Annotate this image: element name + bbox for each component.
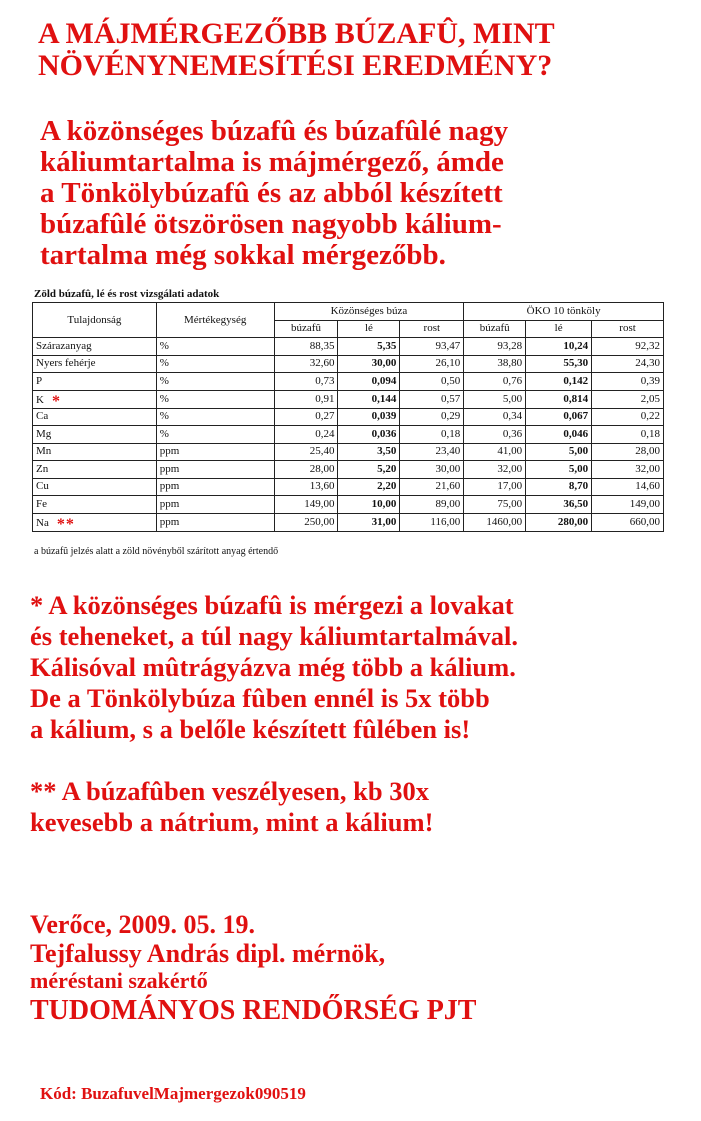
table-cell: 0,18 [592,426,664,444]
table-cell: 660,00 [592,513,664,531]
row-unit: % [156,408,274,426]
col-header-unit: Mértékegység [156,303,274,338]
group-header-oko: ÖKO 10 tönköly [464,303,664,321]
table-cell: 17,00 [464,478,526,496]
table-row [33,513,664,531]
table-cell: 0,27 [274,408,338,426]
table-cell: 0,57 [400,390,464,408]
table-row [33,390,664,408]
row-unit: % [156,338,274,356]
table-row [33,426,664,444]
table-cell: 0,144 [338,390,400,408]
page-title [38,18,688,82]
table-cell: 1460,00 [464,513,526,531]
table-cell: 0,142 [526,373,592,391]
table-cell: 0,814 [526,390,592,408]
lead-line: tartalma még sokkal mérgezőbb. [40,239,446,271]
table-row [33,443,664,461]
lead-line: A közönséges búzafû és búzafûlé nagy [40,115,509,147]
row-property [33,443,157,461]
sub-header: rost [400,320,464,338]
table-cell: 55,30 [526,355,592,373]
table-cell: 41,00 [464,443,526,461]
row-unit: % [156,426,274,444]
table-cell: 93,28 [464,338,526,356]
table-row [33,461,664,479]
table-cell: 0,046 [526,426,592,444]
table-cell: 36,50 [526,496,592,514]
sub-header: lé [526,320,592,338]
group-header-common: Közönséges búza [274,303,464,321]
table-cell: 14,60 [592,478,664,496]
table-cell: 3,50 [338,443,400,461]
table-cell: 0,067 [526,408,592,426]
row-unit: ppm [156,461,274,479]
row-property [33,461,157,479]
row-property-label: Mg [36,427,52,440]
footnote-marker: ** [56,515,75,533]
note-line: a kálium, s a belőle készített fûlében is! [30,714,471,744]
note-line: kevesebb a nátrium, mint a kálium! [30,807,434,837]
table-cell: 5,00 [526,461,592,479]
table-cell: 25,40 [274,443,338,461]
table-cell: 75,00 [464,496,526,514]
table-cell: 0,91 [274,390,338,408]
table-cell: 149,00 [274,496,338,514]
table-cell: 0,76 [464,373,526,391]
row-property-label: Ca [36,410,49,423]
table-cell: 28,00 [274,461,338,479]
table-cell: 10,24 [526,338,592,356]
table-cell: 30,00 [400,461,464,479]
table-row [33,355,664,373]
row-unit: % [156,373,274,391]
table-cell: 0,039 [338,408,400,426]
row-unit: ppm [156,513,274,531]
row-property-label: Zn [36,462,49,475]
table-cell: 0,18 [400,426,464,444]
table-caption: Zöld búzafû, lé és rost vizsgálati adatok [34,288,220,300]
note-sodium [30,776,700,838]
table-cell: 280,00 [526,513,592,531]
table-cell: 0,22 [592,408,664,426]
table-cell: 2,05 [592,390,664,408]
table-cell: 0,36 [464,426,526,444]
row-property-label: P [36,374,43,387]
row-unit: ppm [156,443,274,461]
note-line: * A közönséges búzafû is mérgezi a lovakat [30,590,514,620]
row-property-label: K [36,393,44,406]
table-cell: 92,32 [592,338,664,356]
lead-line: káliumtartalma is májmérgező, ámde [40,146,504,178]
author-name: Tejfalussy András dipl. mérnök, [30,939,386,968]
row-property [33,355,157,373]
col-header-property: Tulajdonság [33,303,157,338]
table-row [33,373,664,391]
table-cell: 5,00 [464,390,526,408]
lead-line: búzafûlé ötszörösen nagyobb kálium- [40,208,502,240]
note-line: ** A búzafûben veszélyesen, kb 30x [30,776,430,806]
table-cell: 0,39 [592,373,664,391]
row-property [33,496,157,514]
document-code: Kód: BuzafuvelMajmergezok090519 [40,1084,306,1103]
row-property [33,390,157,408]
table-row [33,496,664,514]
table-cell: 0,50 [400,373,464,391]
row-property-label: Nyers fehérje [36,357,96,370]
place-date: Verőce, 2009. 05. 19. [30,910,256,939]
title-line: NÖVÉNYNEMESÍTÉSI EREDMÉNY? [38,49,553,82]
row-unit: ppm [156,496,274,514]
table-cell: 10,00 [338,496,400,514]
table-cell: 32,00 [592,461,664,479]
table-cell: 2,20 [338,478,400,496]
lead-line: a Tönkölybúzafû és az abból készített [40,177,503,209]
table-cell: 31,00 [338,513,400,531]
row-property-label: Szárazanyag [36,339,92,352]
row-property [33,478,157,496]
row-property [33,426,157,444]
row-unit: % [156,390,274,408]
table-cell: 5,35 [338,338,400,356]
sub-header: búzafû [464,320,526,338]
row-property [33,513,157,531]
row-unit: % [156,355,274,373]
row-property-label: Mn [36,445,52,458]
sub-header: rost [592,320,664,338]
row-property-label: Cu [36,480,49,493]
footnote-marker: * [51,392,61,410]
table-cell: 28,00 [592,443,664,461]
note-line: Kálisóval mûtrágyázva még több a kálium. [30,652,516,682]
sub-header: lé [338,320,400,338]
title-line: A MÁJMÉRGEZŐBB BÚZAFÛ, MINT [38,17,555,50]
table-cell: 26,10 [400,355,464,373]
table-row [33,478,664,496]
table-cell: 0,036 [338,426,400,444]
table-cell: 24,30 [592,355,664,373]
table-cell: 8,70 [526,478,592,496]
table-row [33,408,664,426]
table-cell: 38,80 [464,355,526,373]
signature-block [30,910,690,1028]
author-role: méréstani szakértő [30,968,208,993]
note-potassium [30,590,700,745]
table-cell: 30,00 [338,355,400,373]
sub-header: búzafû [274,320,338,338]
row-property [33,338,157,356]
row-property [33,408,157,426]
row-property-label: Fe [36,497,47,510]
note-line: és teheneket, a túl nagy káliumtartalmával. [30,621,519,651]
organization: TUDOMÁNYOS RENDŐRSÉG PJT [30,995,477,1026]
table-cell: 21,60 [400,478,464,496]
table-row [33,338,664,356]
table-cell: 13,60 [274,478,338,496]
analysis-table [32,302,664,532]
table-cell: 149,00 [592,496,664,514]
table-cell: 93,47 [400,338,464,356]
table-footnote: a búzafû jelzés alatt a zöld növényből szárított anyag értendő [34,545,279,557]
row-property-label: Na [36,516,49,529]
table-cell: 89,00 [400,496,464,514]
table-cell: 5,00 [526,443,592,461]
notes [30,590,700,838]
table-cell: 0,34 [464,408,526,426]
table-cell: 250,00 [274,513,338,531]
table-cell: 0,29 [400,408,464,426]
table-cell: 5,20 [338,461,400,479]
data-table-scan [28,286,670,566]
table-cell: 116,00 [400,513,464,531]
table-cell: 23,40 [400,443,464,461]
table-cell: 32,00 [464,461,526,479]
row-property [33,373,157,391]
table-cell: 0,094 [338,373,400,391]
row-unit: ppm [156,478,274,496]
note-line: De a Tönkölybúza fûben ennél is 5x több [30,683,490,713]
lead-paragraph [40,116,690,271]
table-cell: 88,35 [274,338,338,356]
table-cell: 0,24 [274,426,338,444]
table-cell: 0,73 [274,373,338,391]
table-cell: 32,60 [274,355,338,373]
